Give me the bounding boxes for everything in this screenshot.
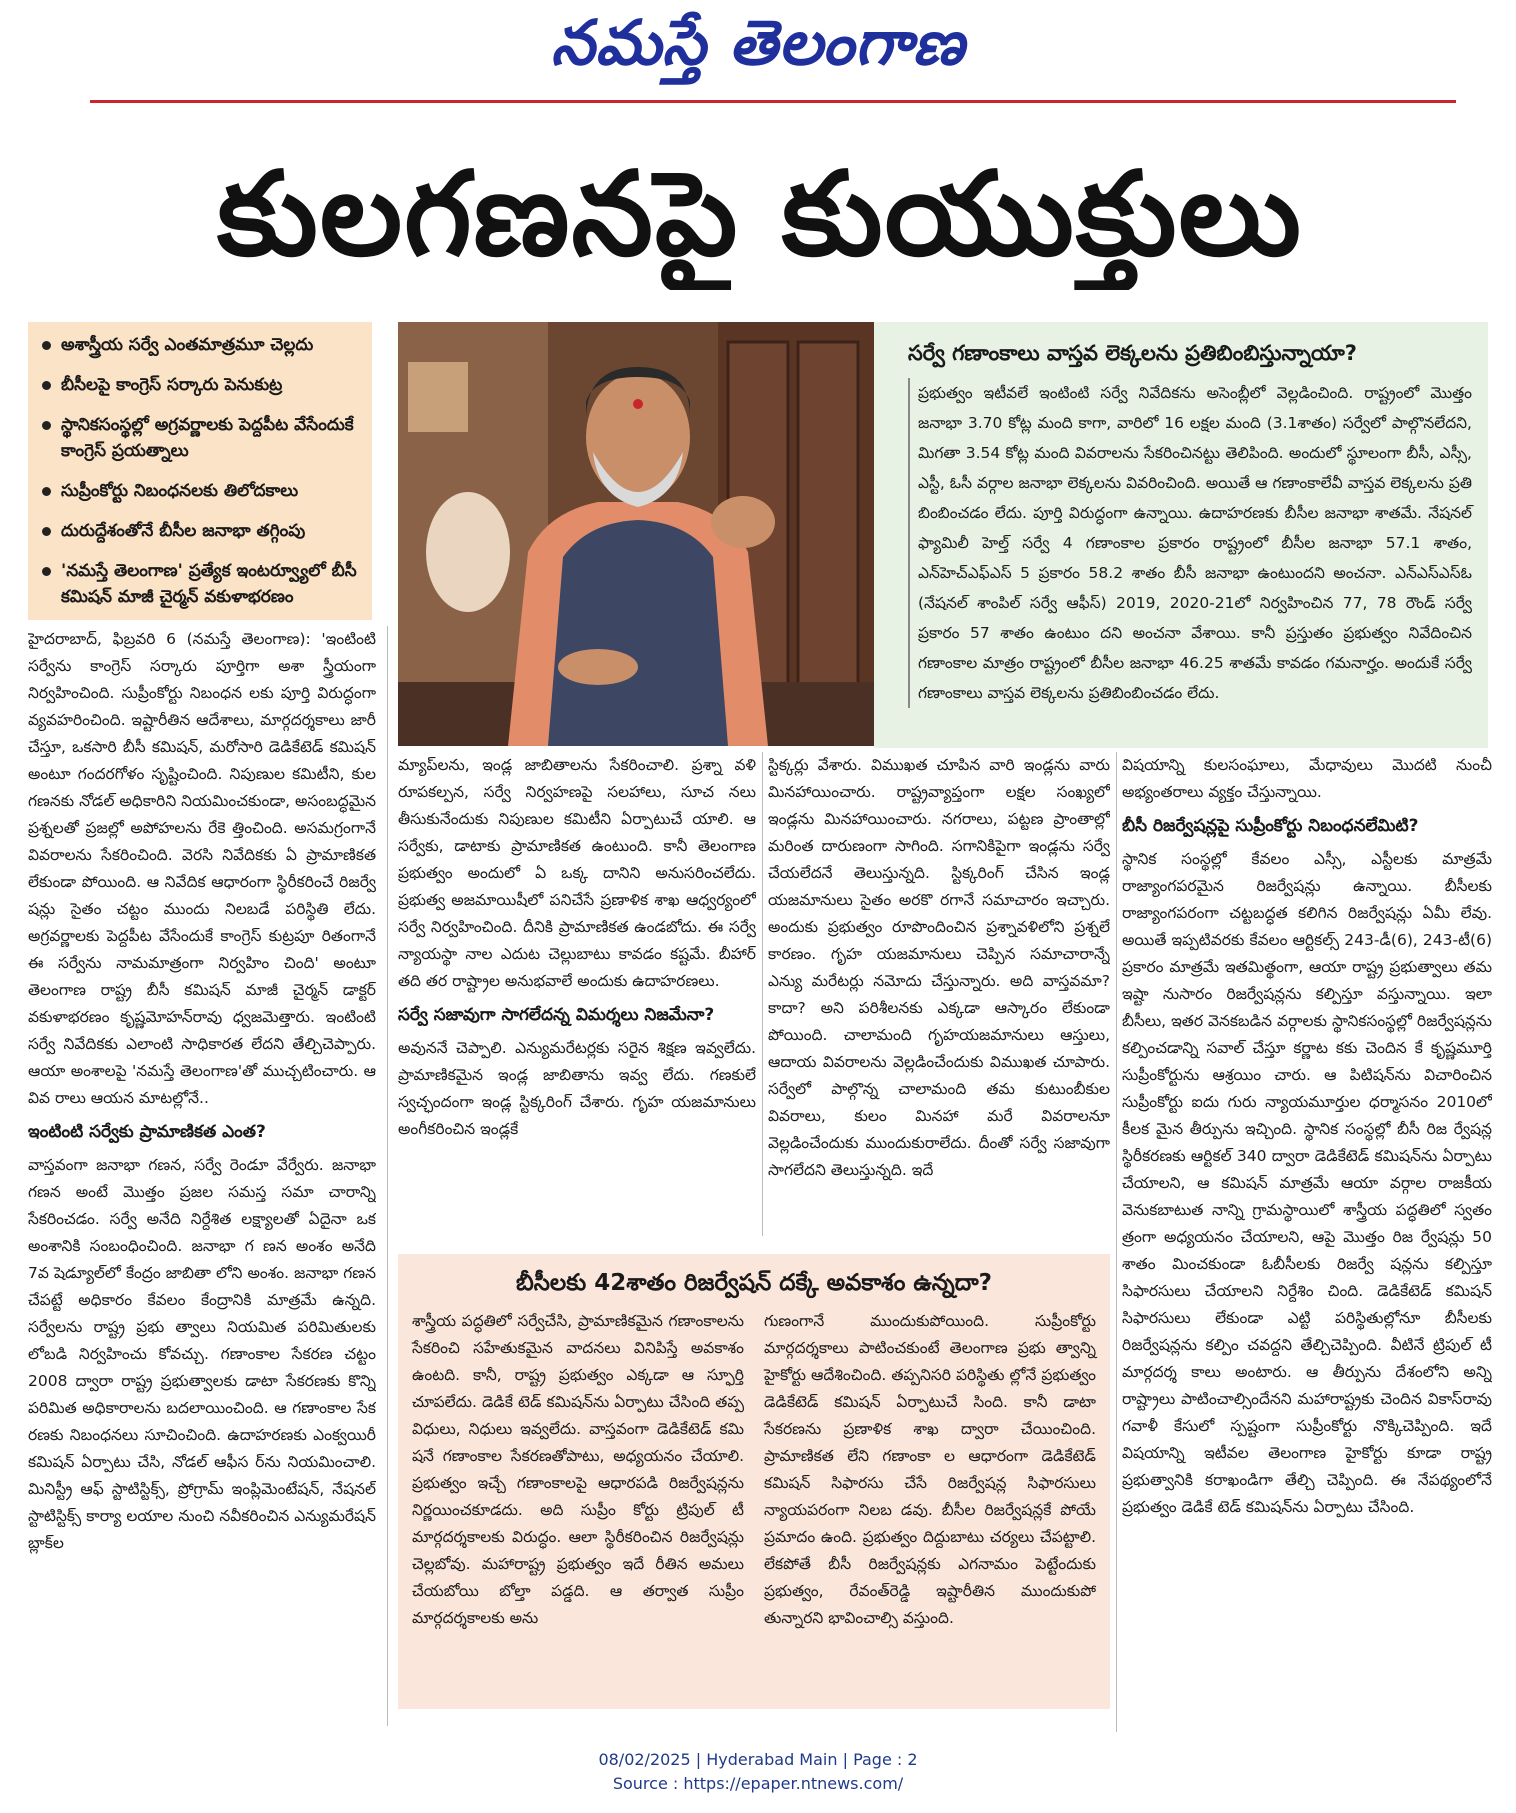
article-paragraph: స్టిక్కర్లు వేశారు. విముఖత చూపిన వారి ఇండ్లను వారు మినహాయించారు. రాష్ట్రవ్యాప్తంగా లక్షల సంఖ్యలో ఇండ్లను మినహాయించారు. నగరాలు, పట్టణ ప్రాంతాల్లో మరింత దారుణంగా సాగింది. సగానికిపైగా ఇండ్లను సర్వే చేయలేదనే తెలుస్తున్నది. స్టిక్కరింగ్ చేసిన ఇండ్ల యజమానులు సైతం అరకొ రగానే సమాచారం ఇచ్చారు. అందుకు ప్రభుత్వం రూపొందించిన ప్రశ్నావళిలోని ప్రశ్నలే కారణం. గృహ యజమానులు చెప్పిన సమాచారాన్నే ఎన్యు మరేటర్లు నమోదు చేస్తున్నారు. అది వాస్తవమా? కాదా? అని పరిశీలనకు ఎక్కడా ఆస్కారం లేకుండా పోయింది. చాలామంది గృహయజమానులు ఆస్తులు, ఆదాయ వివరాలను వెల్లడించేందుకు విముఖత చూపారు. సర్వేలో పాల్గొన్న చాలామంది తమ కుటుంబీకుల వివరాలు, కులం మినహా మరే వివరాలనూ వెల్లడించేందుకు ముందుకురాలేదు. దీంతో సర్వే సజావుగా సాగలేదని తెలుస్తున్నది. ఇదే [768, 756, 1110, 1179]
column-divider [762, 752, 763, 1236]
article-paragraph: అవుననే చెప్పాలి. ఎన్యుమరేటర్లకు సరైన శిక్షణ ఇవ్వలేదు. ప్రామాణికమైన ఇండ్ల జాబితాను ఇవ్వ లేదు. గణకులే స్వచ్ఛందంగా ఇండ్ల స్టిక్కరింగ్ చేశారు. గృహ యజమానులు అంగీకరించిన ఇండ్లకే [398, 1039, 756, 1138]
article-paragraph: స్థానిక సంస్థల్లో కేవలం ఎస్సీ, ఎస్టీలకు మాత్రమే రాజ్యాంగపరమైన రిజర్వేషన్లు ఉన్నాయి. బీసీలకు రాజ్యాంగపరంగా చట్టబద్ధత కలిగిన రిజర్వేషన్లు ఏమీ లేవు. అయితే ఇప్పటివరకు కేవలం ఆర్టికల్స్ 243-డీ(6), 243-టీ(6) ప్రకారం మాత్రమే ఇతమిత్థంగా, ఆయా రాష్ట్ర ప్రభుత్వాలు తమ ఇష్టా నుసారం రిజర్వేషన్లను కల్పిస్తూ వస్తున్నాయి. ఇలా బీసీలు, ఇతర వెనకబడిన వర్గాలకు స్థానికసంస్థల్లో రిజర్వేషన్లను కల్పించడాన్ని సవాల్ చేస్తూ కర్ణాట కకు చెందిన కే కృష్ణమూర్తి సుప్రీంకోర్టును ఆశ్రయిం చారు. ఆ పిటిషన్‌ను విచారించిన సుప్రీంకోర్టు ఐదు గురు న్యాయమూర్తుల ధర్మాసనం 2010లో కీలక మైన తీర్పును ఇచ్చింది. స్థానిక సంస్థల్లో బీసీ రిజ ర్వేషన్ల స్థిరీకరణకు ఆర్టికల్ 340 ద్వారా డెడికేటెడ్ కమిషన్‌ను ఏర్పాటు చేయాలని, ఆ కమిషన్ మాత్రమే ఆయా వర్గాల రాజకీయ వెనుకబాటుత నాన్ని గ్రామస్థాయిలో శాస్త్రీయ పద్ధతిలో స్వతం త్రంగా అధ్యయనం చేయాలని, ఆపై మొత్తం రిజ ర్వేషన్లు 50 శాతం మించకుండా ఓబీసీలకు రిజర్వే షన్లను కల్పిస్తూ సిఫారసులు చేయాలని నిర్దేశిం చింది. డెడికేటెడ్ కమిషన్ సిఫారసులు లేకుండా ఎట్టి పరిస్థితుల్లోనూ బీసీలకు రిజర్వేషన్లను కల్పిం చవద్దని తేల్చిచెప్పింది. వీటినే ట్రిపుల్ టీ మార్గదర్శ కాలు అంటారు. ఆ తీర్పును దేశంలోని అన్ని రాష్ట్రాలు పాటించాల్సిందేనని మహారాష్ట్రకు చెందిన వికాస్‌రావు గవాళీ కేసులో స్పష్టంగా సుప్రీంకోర్టు నొక్కిచెప్పింది. ఇదే విషయాన్ని ఇటీవల తెలంగాణ హైకోర్టు కూడా రాష్ట్ర ప్రభుత్వానికి కరాఖండిగా తేల్చి చెప్పింది. ఈ నేపథ్యంలోనే ప్రభుత్వం డెడికే టెడ్ కమిషన్‌ను ఏర్పాటు చేసింది. [1122, 850, 1492, 1516]
question-heading: సర్వే సజావుగా సాగలేదన్న విమర్శలు నిజమేనా? [398, 1005, 715, 1025]
highlight-item: బీసీలపై కాంగ్రెస్ సర్కారు పెనుకుట్ర [40, 372, 360, 398]
sidebar-title: సర్వే గణాంకాలు వాస్తవ లెక్కలను ప్రతిబింబిస్తున్నాయా? [908, 341, 1357, 365]
article-column-4 [1122, 752, 1492, 1732]
highlight-item: దురుద్దేశంతోనే బీసీల జనాభా తగ్గింపు [40, 518, 360, 544]
article-paragraph: వాస్తవంగా జనాభా గణన, సర్వే రెండూ వేర్వేరు. జనాభా గణన అంటే మొత్తం ప్రజల సమస్త సమా చారాన్ని సేకరించడం. సర్వే అనేది నిర్దేశిత లక్ష్యాలతో ఏదైనా ఒక అంశానికి సంబంధించింది. జనాభా గ ణన అంశం అనేది 7వ షెడ్యూల్‌లో కేంద్రం జాబితా లోని అంశం. జనాభా గణన చేపట్టే అధికారం కేవలం కేంద్రానికి మాత్రమే ఉన్నది. సర్వేలను రాష్ట్ర ప్రభు త్వాలు నియమిత పరిమితులకు లోబడి నిర్వహించు కోవచ్చు. గణాంకాల సేకరణ చట్టం 2008 ద్వారా రాష్ట్ర ప్రభుత్వాలకు డాటా సేకరణకు కొన్ని పరిమిత అధికారాలను బదలాయించింది. ఆ గణాంకాల సేక రణకు నిబంధనలు సూచించింది. ఉదాహరణకు ఎంక్వయిరీ కమిషన్ ఏర్పాటు చేసి, నోడల్ ఆఫీస ర్‌ను నియమించాలి. మినిస్ట్రీ ఆఫ్ స్టాటిస్టిక్స్, ప్రోగ్రామ్ ఇంప్లిమెంటేషన్, నేషనల్ స్టాటిస్టిక్స్ కార్యా లయాల నుంచి నవీకరించిన ఎన్యుమరేషన్ బ్లాక్‌ల [28, 1156, 376, 1552]
headline: కులగణనపై కుయుక్తులు [217, 147, 1303, 282]
article-column-2 [398, 752, 756, 1236]
bullet-icon [42, 421, 51, 430]
bullet-icon [42, 487, 51, 496]
qbox-columns [412, 1308, 1096, 1632]
source-link[interactable]: Source : https://epaper.ntnews.com/ [612, 1774, 904, 1793]
highlight-item: స్థానికసంస్థల్లో అగ్రవర్ణాలకు పెద్దపీట వేసేందుకే కాంగ్రెస్ ప్రయత్నాలు [40, 412, 360, 464]
article-paragraph: మ్యాప్‌లను, ఇండ్ల జాబితాలను సేకరించాలి. ప్రశ్నా వళి రూపకల్పన, సర్వే నిర్వహణపై సలహాలు, సూచ నలు తీసుకునేందుకు నిపుణుల కమిటీని ఏర్పాటుచే యాలి. ఆ సర్వేకు, డాటాకు ప్రామాణికత ఉంటుంది. కానీ తెలంగాణ ప్రభుత్వం అందులో ఏ ఒక్క దానిని అనుసరించలేదు. ప్రభుత్వ అజమాయిషీలో పనిచేసే ప్రణాళిక శాఖ ఆధ్వర్యంలో సర్వే నిర్వహించింది. దీనికి ప్రామాణికత ఉండబోదు. ఈ సర్వే న్యాయస్థా నాల ఎదుట చెల్లుబాటు కావడం కష్టమే. బీహార్ తది తర రాష్ట్రాల అనుభవాలే అందుకు ఉదాహరణలు. [398, 756, 756, 990]
page-footer [0, 1748, 1516, 1796]
qbox-title: బీసీలకు 42శాతం రిజర్వేషన్ దక్కే అవకాశం ఉన్నదా? [516, 1270, 992, 1296]
bullet-icon [42, 567, 51, 576]
bullet-icon [42, 341, 51, 350]
question-heading: బీసీ రిజర్వేషన్లపై సుప్రీంకోర్టు నిబంధనలేమిటి? [1122, 816, 1419, 836]
highlight-item: 'నమస్తే తెలంగాణ' ప్రత్యేక ఇంటర్వ్యూలో బీసీ కమిషన్ మాజీ చైర్మన్ వకుళాభరణం [40, 558, 360, 610]
article-column-3 [768, 752, 1110, 1236]
article-paragraph: విషయాన్ని కులసంఘాలు, మేధావులు మొదటి నుంచీ అభ్యంతరాలు వ్యక్తం చేస్తున్నాయి. [1122, 756, 1492, 801]
reservation-question-box [398, 1254, 1110, 1709]
edition-info: 08/02/2025 | Hyderabad Main | Page : 2 [598, 1750, 918, 1769]
bullet-icon [42, 527, 51, 536]
survey-stats-sidebar [874, 322, 1488, 748]
highlight-item: అశాస్త్రీయ సర్వే ఎంతమాత్రమూ చెల్లదు [40, 332, 360, 358]
portrait-illustration [398, 322, 874, 746]
masthead-rule [90, 100, 1456, 103]
highlight-item: సుప్రీంకోర్టు నిబంధనలకు తిలోదకాలు [40, 478, 360, 504]
masthead [0, 0, 1516, 100]
article-column-1 [28, 626, 376, 1726]
newspaper-logo[interactable]: నమస్తే తెలంగాణ [550, 6, 966, 79]
column-divider [387, 626, 388, 1726]
qbox-column: శాస్త్రీయ పద్ధతిలో సర్వేచేసి, ప్రామాణికమైన గణాంకాలను సేకరించి సహేతుకమైన వాదనలు వినిపిస్తే అవకాశం ఉంటది. కానీ, రాష్ట్ర ప్రభుత్వం ఎక్కడా ఆ స్ఫూర్తి చూపలేదు. డెడికే టెడ్ కమిషన్‌ను ఏర్పాటు చేసింది తప్ప విధులు, నిధులు ఇవ్వలేదు. వాస్తవంగా డెడికేటెడ్ కమి షనే గణాంకాల సేకరణతోపాటు, అధ్యయనం చేయాలి. ప్రభుత్వం ఇచ్చే గణాంకాలపై ఆధారపడి రిజర్వేషన్లను నిర్ణయించకూడదు. అది సుప్రీం కోర్టు ట్రిపుల్ టీ మార్గదర్శకాలకు విరుద్ధం. ఆలా స్థిరీకరించిన రిజర్వేషన్లు చెల్లబోవు. మహారాష్ట్ర ప్రభుత్వం ఇదే రీతిన అమలు చేయబోయి బోల్తా పడ్డది. ఆ తర్వాత సుప్రీం మార్గదర్శకాలకు అను [412, 1312, 744, 1627]
interview-photo [398, 322, 874, 746]
question-heading: ఇంటింటి సర్వేకు ప్రామాణికత ఎంత? [28, 1122, 266, 1142]
sidebar-text: ప్రభుత్వం ఇటీవలే ఇంటింటి సర్వే నివేదికను అసెంబ్లీలో వెల్లడించింది. రాష్ట్రంలో మొత్తం జనాభా 3.70 కోట్ల మంది కాగా, వారిలో 16 లక్షల మంది (3.1శాతం) సర్వేలో పాల్గొనలేదని, మిగతా 3.54 కోట్ల మంది వివరాలను సేకరించినట్టు తెలిపింది. అందులో స్థూలంగా బీసీ, ఎస్సీ, ఎస్టీ, ఓసీ వర్గాల జనాభా లెక్కలను వివరించింది. అయితే ఆ గణాంకాలేవీ వాస్తవ లెక్కలను ప్రతి బింబించడం లేదు. పూర్తి విరుద్ధంగా ఉన్నాయి. ఉదాహరణకు బీసీల జనాభా శాతమే. నేషనల్ ఫ్యామిలీ హెల్త్ సర్వే 4 గణాంకాల ప్రకారం రాష్ట్రంలో బీసీల జనాభా 57.1 శాతం, ఎన్‌హెచ్ఎఫ్ఎస్ 5 ప్రకారం 58.2 శాతం బీసీ జనాభా ఉంటుందని అంచనా. ఎన్ఎస్ఎస్ఓ (నేషనల్ శాంపిల్ సర్వే ఆఫీస్) 2019, 2020-21లో నిర్వహించిన 77, 78 రౌండ్ సర్వే ప్రకారం 57 శాతం ఉంటుం దని అంచనా వేశాయి. కానీ ప్రస్తుతం ప్రభుత్వం నివేదించిన గణాంకాల మాత్రం రాష్ట్రంలో బీసీల జనాభా 46.25 శాతమే కావడం గమనార్హం. అందుకే సర్వే గణాంకాలు వాస్తవ లెక్కలను ప్రతిబింబించడం లేదు. [908, 378, 1472, 708]
highlights-box [28, 322, 372, 620]
article-paragraph: హైదరాబాద్, ఫిబ్రవరి 6 (నమస్తే తెలంగాణ): 'ఇంటింటి సర్వేను కాంగ్రెస్ సర్కారు పూర్తిగా అశా స్త్రీయంగా నిర్వహించింది. సుప్రీంకోర్టు నిబంధన లకు పూర్తి విరుద్ధంగా వ్యవహరించింది. ఇష్టారీతిన ఆదేశాలు, మార్గదర్శకాలు జారీ చేస్తూ, ఒకసారి బీసీ కమిషన్, మరోసారి డెడికేటెడ్ కమిషన్ అంటూ గందరగోళం సృష్టించింది. నిపుణుల కమిటీని, కుల గణనకు నోడల్ అధికారిని నియమించకుండా, అసంబద్ధమైన ప్రశ్నలతో ప్రజల్లో అపోహలను రేకె త్తించింది. అసమగ్రంగానే వివరాలను సేకరించింది. వెరసి నివేదికకు ఏ ప్రామాణికత లేకుండా పోయింది. ఆ నివేదిక ఆధారంగా స్థిరీకరించే రిజర్వే షన్లు సైతం చట్టం ముందు నిలబడే పరిస్థితి లేదు. అగ్రవర్ణాలకు పెద్దపీట వేసేందుకే కాంగ్రెస్ కుట్రపూ రితంగానే ఈ సర్వేను నామమాత్రంగా నిర్వహిం చింది' అంటూ తెలంగాణ రాష్ట్ర బీసీ కమిషన్ మాజీ చైర్మన్ డాక్టర్ వకుళాభరణం కృష్ణమోహన్‌రావు ధ్వజమెత్తారు. ఇంటింటి సర్వే నివేదికకు ఎలాంటి సాధికారత లేదని తేల్చిచెప్పారు. ఆయా అంశాలపై 'నమస్తే తెలంగాణ'తో ముచ్చటించారు. ఆ వివ రాలు ఆయన మాటల్లోనే.. [28, 630, 376, 1107]
qbox-column: గుణంగానే ముందుకుపోయింది. సుప్రీంకోర్టు మార్గదర్శకాలు పాటించకుంటే తెలంగాణ ప్రభు త్వాన్ని హైకోర్టు ఆదేశించింది. తప్పనిసరి పరిస్థితు ల్లోనే ప్రభుత్వం డెడికేటెడ్ కమిషన్ ఏర్పాటుచే సింది. కానీ డాటా సేకరణను ప్రణాళిక శాఖ ద్వారా చేయించింది. ప్రామాణికత లేని గణాంకా ల ఆధారంగా డెడికేటెడ్ కమిషన్ సిఫారసు చేసే రిజర్వేషన్ల సిఫారసులు న్యాయపరంగా నిలబ డవు. బీసీల రిజర్వేషన్లకే పోయే ప్రమాదం ఉంది. ప్రభుత్వం దిద్దుబాటు చర్యలు చేపట్టాలి. లేకపోతే బీసీ రిజర్వేషన్లకు ఎగనామం పెట్టేందుకు ప్రభుత్వం, రేవంత్‌రెడ్డి ఇష్టారీతిన ముందుకుపో తున్నారని భావించాల్సి వస్తుంది. [764, 1312, 1096, 1627]
bullet-icon [42, 381, 51, 390]
column-divider [1116, 752, 1117, 1732]
